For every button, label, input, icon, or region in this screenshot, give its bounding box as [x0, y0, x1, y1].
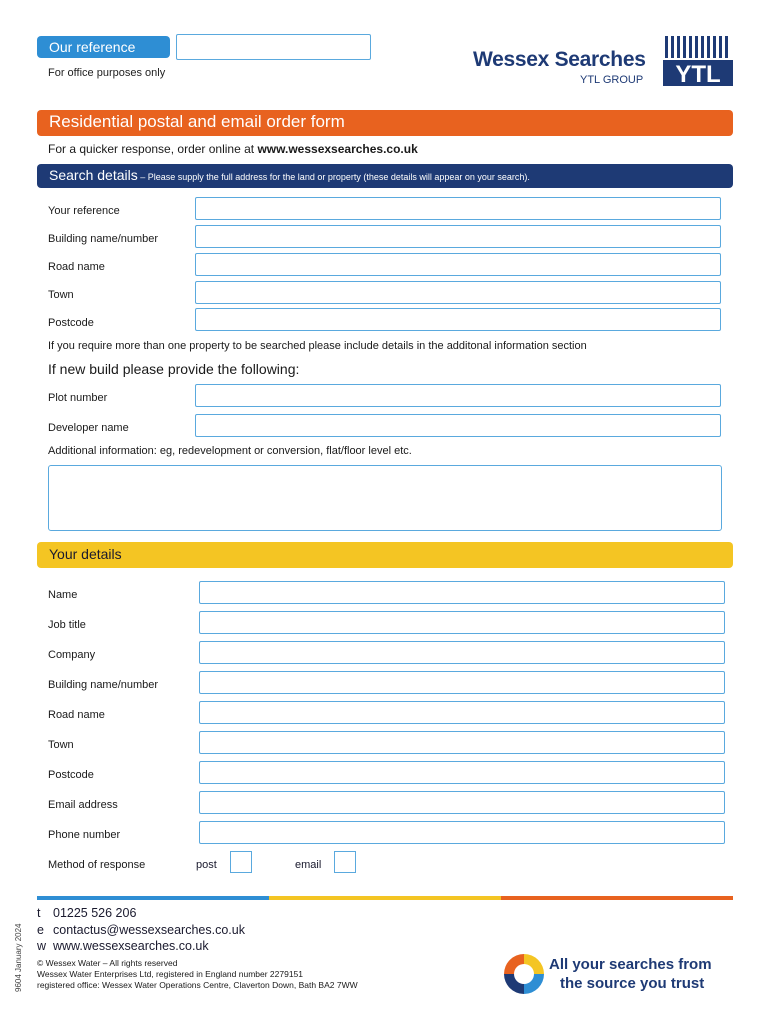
- town-input[interactable]: [195, 281, 721, 304]
- registered-office: registered office: Wessex Water Operations Centre, Claverton Down, Bath BA2 7WW: [37, 980, 358, 990]
- your-reference-input[interactable]: [195, 197, 721, 220]
- additional-info-textarea[interactable]: [48, 465, 722, 531]
- tagline-line-2: the source you trust: [560, 975, 705, 992]
- field-label: Phone number: [48, 829, 121, 841]
- footer-phone: [37, 906, 136, 920]
- search-details-title: Search details: [49, 167, 138, 183]
- new-build-heading: If new build please provide the following:: [48, 361, 300, 377]
- ytl-logo-icon: [663, 36, 733, 86]
- contact-town-input[interactable]: [199, 731, 725, 754]
- field-label: Road name: [48, 261, 105, 273]
- building-number-input[interactable]: [195, 225, 721, 248]
- footer-rule-blue: [37, 896, 269, 900]
- field-label: Company: [48, 649, 96, 661]
- quick-prefix: For a quicker response, order online at: [48, 142, 258, 156]
- field-label: Road name: [48, 709, 105, 721]
- form-title: Residential postal and email order form: [37, 110, 733, 136]
- company-input[interactable]: [199, 641, 725, 664]
- tagline-line-1: All your searches from: [549, 956, 712, 973]
- footer-rule-yellow: [269, 896, 501, 900]
- web-link[interactable]: www.wessexsearches.co.uk: [53, 939, 209, 953]
- office-note: For office purposes only: [48, 67, 166, 79]
- search-details-subtitle: – Please supply the full address for the land or property (these details will appear on your search).: [137, 172, 530, 182]
- field-label: Town: [48, 739, 74, 751]
- field-label: Email address: [48, 799, 118, 811]
- email-key: e: [37, 923, 44, 937]
- additional-info-label: Additional information: eg, redevelopment or conversion, flat/floor level etc.: [48, 445, 412, 457]
- company-registration: Wessex Water Enterprises Ltd, registered in England number 2279151: [37, 969, 304, 979]
- footer-web: [37, 939, 209, 953]
- email-checkbox[interactable]: [334, 851, 356, 873]
- footer-rule-orange: [501, 896, 733, 900]
- job-title-input[interactable]: [199, 611, 725, 634]
- brand-name: Wessex Searches: [473, 48, 646, 71]
- brand-sub: YTL GROUP: [580, 74, 644, 86]
- road-name-input[interactable]: [195, 253, 721, 276]
- contact-road-input[interactable]: [199, 701, 725, 724]
- quick-url-link[interactable]: www.wessexsearches.co.uk: [257, 142, 418, 156]
- phone-value[interactable]: 01225 526 206: [53, 906, 137, 920]
- field-label: Building name/number: [48, 679, 159, 691]
- our-reference-label: Our reference: [37, 36, 170, 58]
- method-label: Method of response: [48, 859, 146, 871]
- our-reference-input[interactable]: [176, 34, 371, 60]
- email-option-label: email: [295, 859, 322, 871]
- multi-property-note: If you require more than one property to be searched please include details in the additonal information section: [48, 340, 587, 352]
- plot-number-input[interactable]: [195, 384, 721, 407]
- postcode-input[interactable]: [195, 308, 721, 331]
- copyright: © Wessex Water – All rights reserved: [37, 958, 178, 968]
- field-label: Job title: [48, 619, 86, 631]
- field-label: Your reference: [48, 205, 120, 217]
- contact-building-input[interactable]: [199, 671, 725, 694]
- web-key: w: [37, 939, 47, 953]
- email-link[interactable]: contactus@wessexsearches.co.uk: [53, 923, 245, 937]
- field-label: Postcode: [48, 769, 94, 781]
- swirl-logo-icon: [500, 950, 548, 998]
- post-option-label: post: [196, 859, 217, 871]
- field-label: Plot number: [48, 392, 108, 404]
- name-input[interactable]: [199, 581, 725, 604]
- svg-text:YTL: YTL: [675, 61, 721, 86]
- field-label: Building name/number: [48, 233, 159, 245]
- your-details-header: Your details: [37, 542, 733, 568]
- field-label: Name: [48, 589, 78, 601]
- field-label: Postcode: [48, 317, 94, 329]
- phone-key: t: [37, 906, 41, 920]
- phone-number-input[interactable]: [199, 821, 725, 844]
- contact-postcode-input[interactable]: [199, 761, 725, 784]
- quick-response-note: [48, 142, 418, 156]
- field-label: Developer name: [48, 422, 129, 434]
- field-label: Town: [48, 289, 74, 301]
- search-details-header: [37, 164, 733, 188]
- email-address-input[interactable]: [199, 791, 725, 814]
- developer-name-input[interactable]: [195, 414, 721, 437]
- document-code: 9604 January 2024: [14, 923, 23, 992]
- footer-email: [37, 923, 245, 937]
- post-checkbox[interactable]: [230, 851, 252, 873]
